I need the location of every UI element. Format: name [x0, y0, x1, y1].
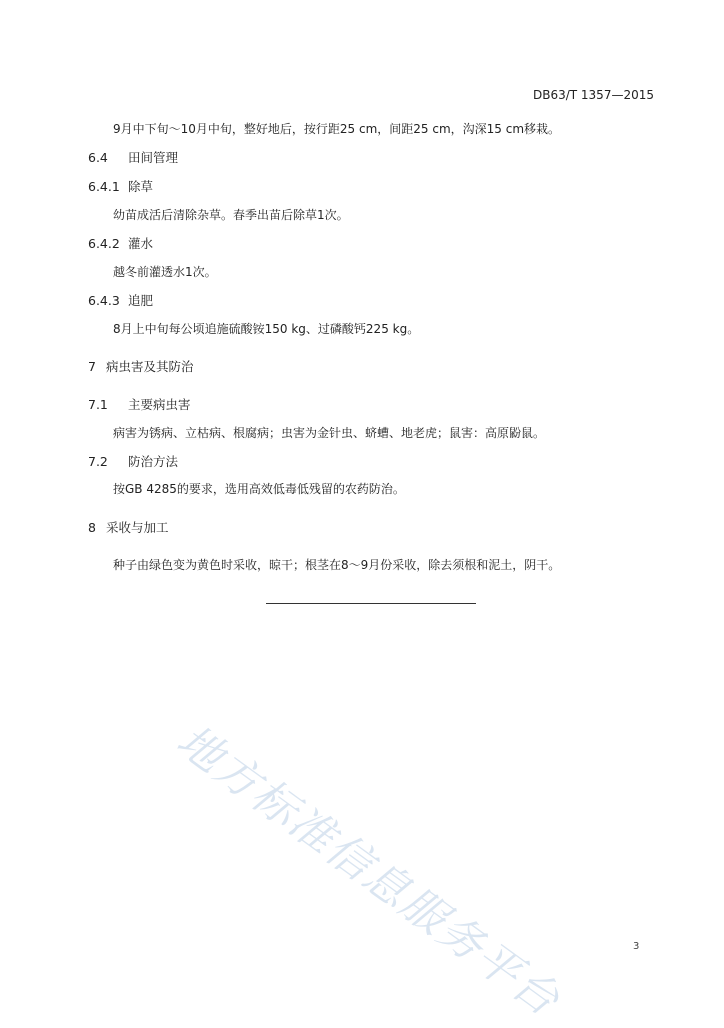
section-6-4-1-heading	[88, 177, 153, 195]
section-number: 6.4	[88, 150, 108, 165]
section-title: 主要病虫害	[128, 397, 191, 412]
end-divider	[266, 603, 476, 604]
section-7-heading	[88, 357, 194, 375]
section-title: 除草	[128, 179, 154, 194]
section-number: 6.4.1	[88, 179, 120, 194]
section-number: 7.1	[88, 397, 108, 412]
transplant-text: 9月中下旬～10月中旬，整好地后，按行距25 cm，间距25 cm，沟深15 cm移栽。	[113, 122, 561, 136]
section-title: 防治方法	[128, 454, 179, 469]
section-title: 灌水	[128, 236, 154, 251]
section-8-heading	[88, 518, 169, 536]
watermark: 地方标准信息服务平台	[167, 715, 570, 1027]
section-title: 田间管理	[128, 150, 179, 165]
document-code: DB63/T 1357—2015	[532, 88, 654, 102]
section-number: 7	[88, 359, 96, 374]
section-number: 6.4.2	[88, 236, 120, 251]
pests-text: 病害为锈病、立枯病、根腐病；虫害为金针虫、蛴螬、地老虎；鼠害：高原鼢鼠。	[113, 426, 546, 440]
fertilize-text: 8月上中旬每公顷追施硫酸铵150 kg、过磷酸钙225 kg。	[113, 322, 420, 336]
irrigation-text: 越冬前灌透水1次。	[113, 265, 217, 279]
section-6-4-heading	[88, 148, 178, 166]
harvest-text: 种子由绿色变为黄色时采收，晾干；根茎在8～9月份采收，除去须根和泥土，阴干。	[113, 558, 561, 572]
section-number: 7.2	[88, 454, 108, 469]
page-number: 3	[633, 941, 640, 952]
section-number: 6.4.3	[88, 293, 120, 308]
section-title: 采收与加工	[106, 520, 169, 535]
section-7-1-heading	[88, 395, 191, 413]
section-title: 追肥	[128, 293, 154, 308]
section-number: 8	[88, 520, 96, 535]
section-title: 病虫害及其防治	[106, 359, 194, 374]
weeding-text: 幼苗成活后清除杂草。春季出苗后除草1次。	[113, 208, 349, 222]
section-6-4-3-heading	[88, 291, 153, 309]
section-6-4-2-heading	[88, 234, 153, 252]
section-7-2-heading	[88, 452, 178, 470]
control-text: 按GB 4285的要求，选用高效低毒低残留的农药防治。	[113, 482, 405, 496]
